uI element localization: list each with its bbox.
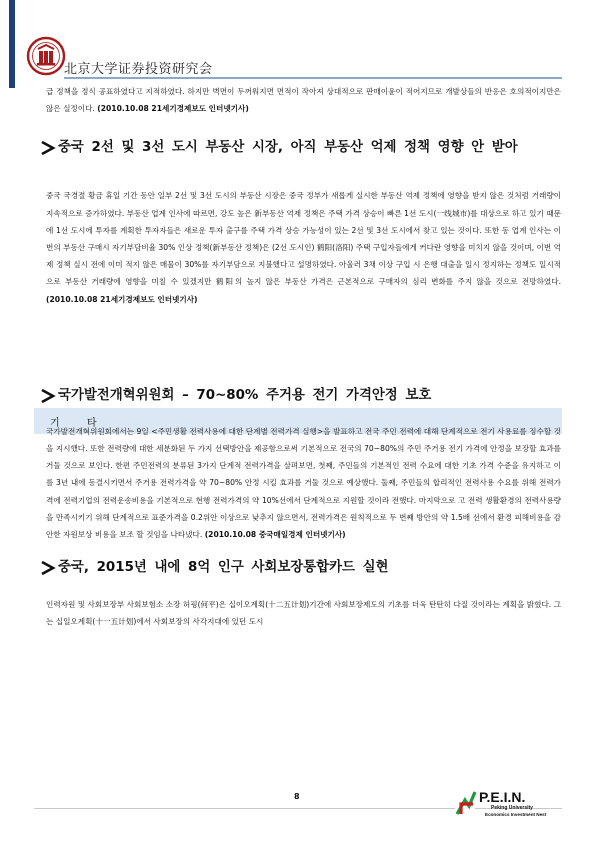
peking-university-logo [26, 36, 66, 76]
section2-text: 국가발전개혁위원회에서는 9일 <주민생활 전력사용에 대한 단계별 전력가격 실행>을 발표하고 전국 주민 전력에 대해 단계적으로 전기 사용료를 징수할 것을 지시했다. 또한 전력량에 대한 세분화된 두 가지 선택방안을 제공함으로써 기본적으로 전국의 70~80%의 주민 주거용 전기 가격에 안정을 보장할 효과를 거둘 것으로 보인다. 한편 주민전력의 분류된 3가지 단계적 전력가격을 살펴보면, 첫째, 주민들의 기본적인 전력 수요에 대한 기초 가격 수준을 유지하고 이를 3년 내에 동결시키면서 주거용 전력가격을 약 70~80% 안정 시킬 효과를 거둘 것으로 예상했다. 둘째, 주민들의 합리적인 전력사용 수요를 위해 전력가격에 전력기업의 전력운송비용을 기본적으로 현행 전력가격의 약 10%선에서 단계적으로 지원할 것이라 전했다. 마지막으로 고 전력 생활환경의 전력사용량을 만족시키기 위해 단계적으로 표준가격을 0.2위안 이상으로 낮추지 않으면서, 전력가격은 원칙적으로 두 번째 방안의 약 1.5배 선에서 환경 피해비용을 감안한 자원보상 비용을 보조 할 것임을 나타냈다. [46, 426, 561, 540]
section1-heading-text: 중국 2선 및 3선 도시 부동산 시장, 아직 부동산 억제 정책 영향 안 받아 [58, 140, 518, 156]
pein-brand-line2: Economics Investment Nest [485, 812, 547, 817]
arrow-bullet-icon [38, 140, 58, 156]
category-label: 기 타 [50, 418, 109, 429]
section3-heading [46, 557, 561, 579]
section1-heading [46, 131, 561, 165]
section3-body [46, 596, 561, 630]
section3-heading-text: 중국, 2015년 내에 8억 인구 사회보장통합카드 실현 [58, 560, 389, 576]
section2-heading-text: 국가발전개혁위원회 – 70~80% 주거용 전기 가격안정 보호 [58, 387, 432, 403]
section2-source: (2010.10.08 중국매일경제 인터넷기사) [204, 530, 346, 540]
section1-source: (2010.10.08 21세기경제보도 인터넷기사) [46, 294, 198, 304]
intro-source: (2010.10.08 21세기경제보도 인터넷기사) [97, 104, 249, 114]
intro-paragraph [46, 83, 561, 117]
section1-body [46, 187, 561, 307]
pein-brand-line1: Peking University [491, 805, 533, 811]
section1-text: 중국 국경절 황금 휴일 기간 동안 일부 2선 및 3선 도시의 부동산 시장은 중국 정부가 새롭게 실시한 부동산 억제 정책에 영향을 받지 않은 것처럼 거래량이 지속적으로 증가하였다. 부동산 업계 인사에 따르면, 강도 높은 新부동산 억제 정책은 주택 가격 상승이 빠른 1선 도시(一线城市)를 대상으로 하고 있기 때문에 1선 도시에 투자를 계획한 투자자들은 새로운 투자 출구를 주택 가격 상승 가능성이 있는 2선 및 3선 도시에서 찾고 있는 것이다. 또한 동 업계 인사는 이번의 부동산 구매시 자기부담비율 30% 인상 정책(新부동산 정책)은 (2선 도시인) 鹤阳(洛阳) 주택 구입자들에게 커다란 영향을 미치지 않을 것이며, 이번 억제 정책 실시 전에 이미 적지 않은 매물이 30%를 자기부담으로 지불했다고 설명하였다. 아울러 3채 이상 구입 시 은행 대출을 일시 정지하는 정책도 일시적으로 부동산 거래량에 영향을 미칠 수 있겠지만 鹤阳의 높지 않은 부동산 가격은 근본적으로 구매자의 심리 변화를 주지 않을 것으로 전망하였다. [46, 191, 561, 287]
arrow-bullet-icon [38, 560, 58, 576]
article-content [46, 80, 561, 631]
pein-brand-name: P.E.I.N. [479, 789, 526, 805]
arrow-bullet-icon [38, 388, 58, 404]
pein-logo [455, 786, 565, 818]
page-number: 8 [294, 792, 300, 801]
category-spacer [46, 308, 561, 385]
section2-body [46, 423, 561, 543]
header-rule [64, 77, 562, 79]
section2-heading [46, 385, 561, 407]
intro-text: 급 정책을 정식 공표하였다고 지적하였다. 하지만 벽면이 두꺼워지면 면적이 작아져 상대적으로 판매이윤이 적어지므로 개발상들의 반응은 호의적이지만은 않은 실정이다. [46, 87, 561, 114]
section3-text: 인력자원 및 사회보장부 사회보험소 소장 허핑(何平)은 십이오계획(十二五计划)기간에 사회보장제도의 기초를 더욱 탄탄히 다질 것이라는 계획을 밝혔다. 그는 십일오계획(十一五计划)에서 사회보장의 사각지대에 있던 도시 [46, 600, 561, 627]
sidebar-accent-bar [9, 0, 15, 88]
org-name: 北京大学证券投资研究会 [64, 62, 213, 77]
